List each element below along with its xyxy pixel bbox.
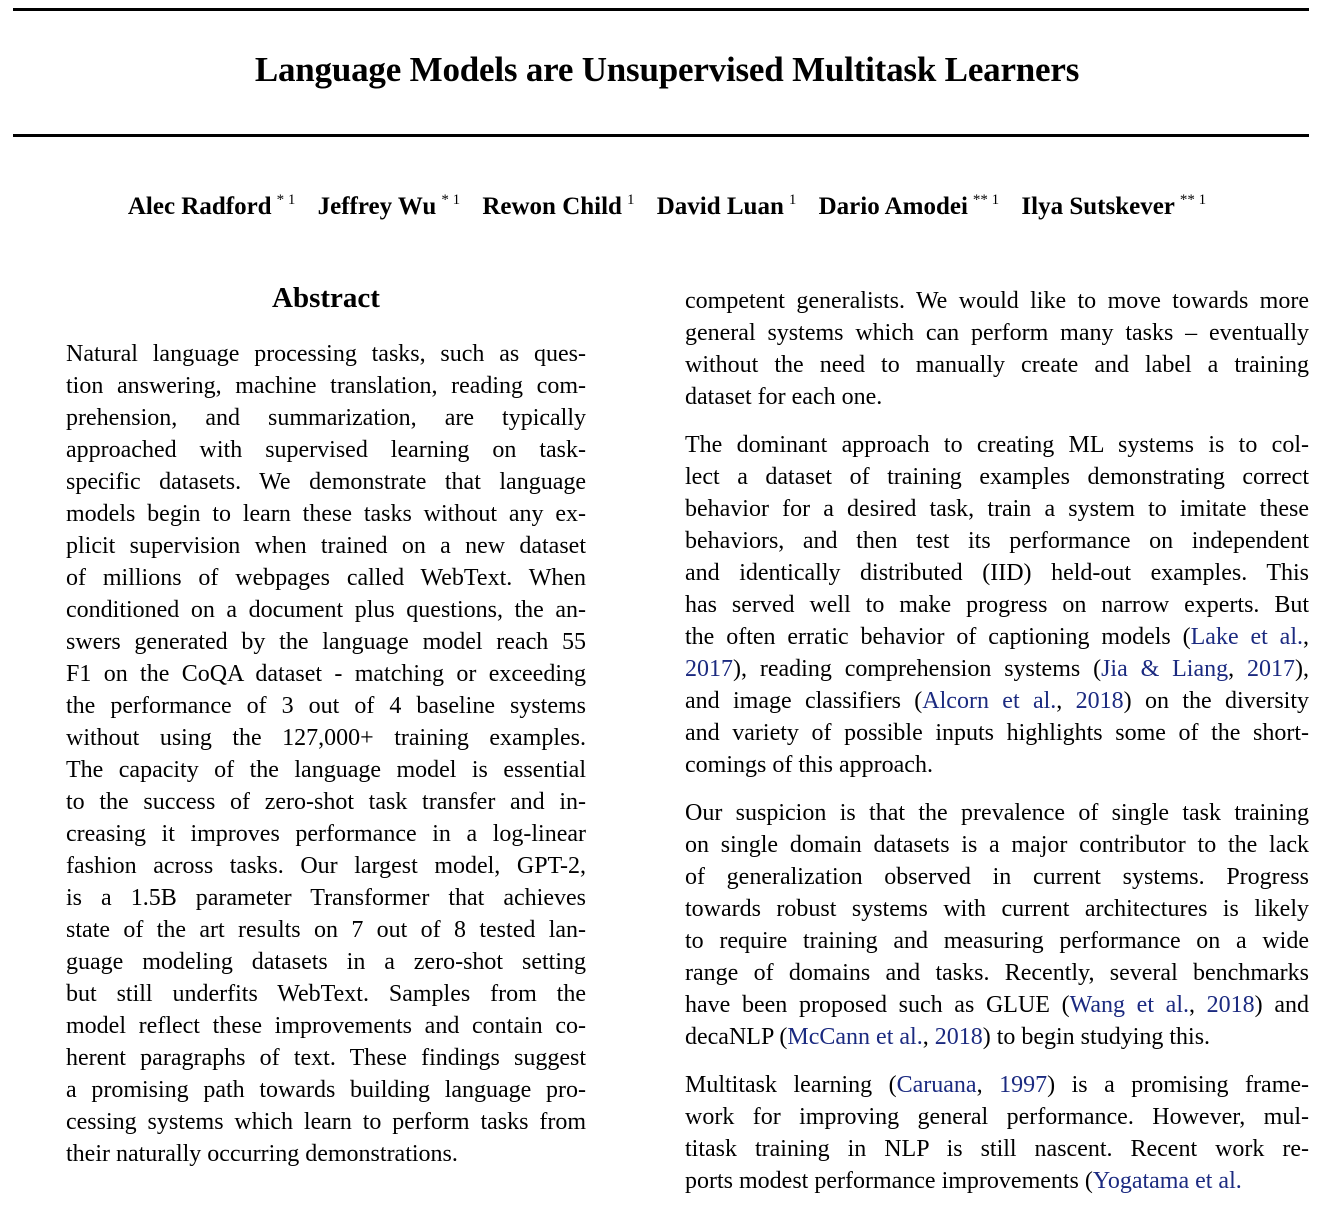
body-line: on single domain datasets is a major contributor to the lack [685,832,1309,858]
citation-link[interactable]: Caruana [896,1072,977,1098]
abstract-line: but still underfits WebText. Samples from the [66,981,586,1007]
citation-link[interactable]: 2018 [934,1024,983,1050]
abstract-line: specific datasets. We demonstrate that language [66,469,586,495]
top-rule [13,8,1309,11]
paragraph-suspicion [685,797,1309,1053]
body-line: behavior for a desired task, train a system to imitate these [685,496,1309,522]
body-line [685,685,1309,717]
body-line [685,621,1309,653]
citation-link[interactable]: Wang et al. [1069,992,1189,1018]
citation-link[interactable]: 1997 [999,1072,1048,1098]
citation-link[interactable]: Lake et al. [1190,624,1303,650]
abstract-line: The capacity of the language model is essential [66,757,586,783]
paragraph-dominant-approach [685,429,1309,781]
body-line [685,653,1309,685]
author [819,192,1000,221]
abstract-body [66,338,586,1170]
body-line: and variety of possible inputs highlights some of the short- [685,720,1309,746]
abstract-heading: Abstract [272,282,380,314]
author [1021,192,1206,221]
abstract-line: without using the 127,000+ training examples. [66,725,586,751]
body-line [685,1165,1309,1197]
abstract-line: Natural language processing tasks, such as ques- [66,341,586,367]
body-line: comings of this approach. [685,752,933,778]
text: the often erratic behavior of captioning models ( [685,624,1191,650]
body-line: has served well to make progress on narrow experts. But [685,592,1309,618]
text: ) and [1254,992,1309,1018]
abstract-line: of millions of webpages called WebText. When [66,565,586,591]
author-name: Jeffrey Wu [317,193,437,220]
body-line: dataset for each one. [685,384,883,410]
citation-link[interactable]: Alcorn et al. [922,688,1057,714]
author-name: Ilya Sutskever [1021,193,1175,220]
author-list [0,192,1334,221]
abstract-line: approached with supervised learning on task- [66,437,586,463]
abstract-line: creasing it improves performance in a log-linear [66,821,586,847]
abstract-line: herent paragraphs of text. These findings suggest [66,1045,586,1071]
abstract-column [66,282,586,1170]
citation-link[interactable]: Yogatama et al. [1092,1168,1242,1194]
abstract-line: conditioned on a document plus questions, the an- [66,597,586,623]
text: ) on the diversity [1123,688,1309,714]
author-affiliation-marks: 1 [788,192,797,208]
text: have been proposed such as GLUE ( [685,992,1070,1018]
body-line: Our suspicion is that the prevalence of single task training [685,800,1309,826]
body-line [685,1021,1309,1053]
body-line: behaviors, and then test its performance on independent [685,528,1309,554]
body-line: towards robust systems with current architectures is likely [685,896,1309,922]
abstract-line: tion answering, machine translation, reading com- [66,373,586,399]
text: , [1056,688,1076,714]
paper-title: Language Models are Unsupervised Multitask Learners [254,50,1080,89]
citation-link[interactable]: 2017 [1247,656,1296,682]
text: , [1188,992,1207,1018]
abstract-line: cessing systems which learn to perform tasks from [66,1109,586,1135]
author [657,192,797,221]
author-affiliation-marks: ** 1 [972,192,1000,208]
author-name: Alec Radford [127,193,272,220]
author-affiliation-marks: 1 [626,192,635,208]
text: ), reading comprehension systems ( [733,656,1102,682]
text: , [922,1024,935,1050]
abstract-line: a promising path towards building language pro- [66,1077,586,1103]
body-line: work for improving general performance. However, mul- [685,1104,1309,1130]
text: ) is a promising frame- [1047,1072,1310,1098]
author [482,192,634,221]
text: decaNLP ( [685,1024,788,1050]
abstract-line: fashion across tasks. Our largest model, GPT-2, [66,853,586,879]
author-affiliation-marks: * 1 [441,192,461,208]
body-line [685,989,1309,1021]
body-column [685,285,1309,1213]
text: ) to begin studying this. [982,1024,1211,1050]
author-name: Dario Amodei [818,193,968,220]
abstract-line: their naturally occurring demonstrations. [66,1141,458,1167]
abstract-line: models begin to learn these tasks without any ex- [66,501,586,527]
author-affiliation-marks: ** 1 [1179,192,1207,208]
body-line: lect a dataset of training examples demonstrating correct [685,464,1309,490]
citation-link[interactable]: Jia & Liang [1101,656,1229,682]
author-name: Rewon Child [482,193,622,220]
body-line: of generalization observed in current systems. Progress [685,864,1309,890]
text: , [976,1072,1000,1098]
author-affiliation-marks: * 1 [276,192,296,208]
body-line [685,1069,1309,1101]
body-line: general systems which can perform many tasks – eventually [685,320,1309,346]
abstract-line: prehension, and summarization, are typically [66,405,586,431]
author [128,192,295,221]
abstract-line: F1 on the CoQA dataset - matching or exceeding [66,661,586,687]
abstract-line: is a 1.5B parameter Transformer that achieves [66,885,586,911]
title-bottom-rule [13,134,1309,137]
body-line: titask training in NLP is still nascent. Recent work re- [685,1136,1309,1162]
text: Multitask learning ( [685,1072,897,1098]
text: , [1303,624,1309,650]
citation-link[interactable]: 2018 [1206,992,1255,1018]
citation-link[interactable]: 2017 [685,656,733,682]
author-name: David Luan [656,193,784,220]
paragraph-multitask [685,1069,1309,1197]
abstract-line: guage modeling datasets in a zero-shot setting [66,949,586,975]
text: ), [1295,656,1310,682]
abstract-line: plicit supervision when trained on a new dataset [66,533,586,559]
body-line: competent generalists. We would like to move towards more [685,288,1309,314]
text: , [1228,656,1248,682]
citation-link[interactable]: McCann et al. [787,1024,923,1050]
abstract-line: swers generated by the language model reach 55 [66,629,586,655]
abstract-line: the performance of 3 out of 4 baseline systems [66,693,586,719]
citation-link[interactable]: 2018 [1075,688,1124,714]
body-line: The dominant approach to creating ML systems is to col- [685,432,1309,458]
body-line: to require training and measuring performance on a wide [685,928,1309,954]
body-line: range of domains and tasks. Recently, several benchmarks [685,960,1309,986]
abstract-line: to the success of zero-shot task transfer and in- [66,789,586,815]
abstract-line: state of the art results on 7 out of 8 tested lan- [66,917,586,943]
text: and image classifiers ( [685,688,923,714]
abstract-line: model reflect these improvements and contain co- [66,1013,586,1039]
author [318,192,461,221]
text: ports modest performance improvements ( [685,1168,1093,1194]
body-line: without the need to manually create and label a training [685,352,1309,378]
body-line: and identically distributed (IID) held-out examples. This [685,560,1309,586]
paragraph-intro-continued [685,285,1309,413]
